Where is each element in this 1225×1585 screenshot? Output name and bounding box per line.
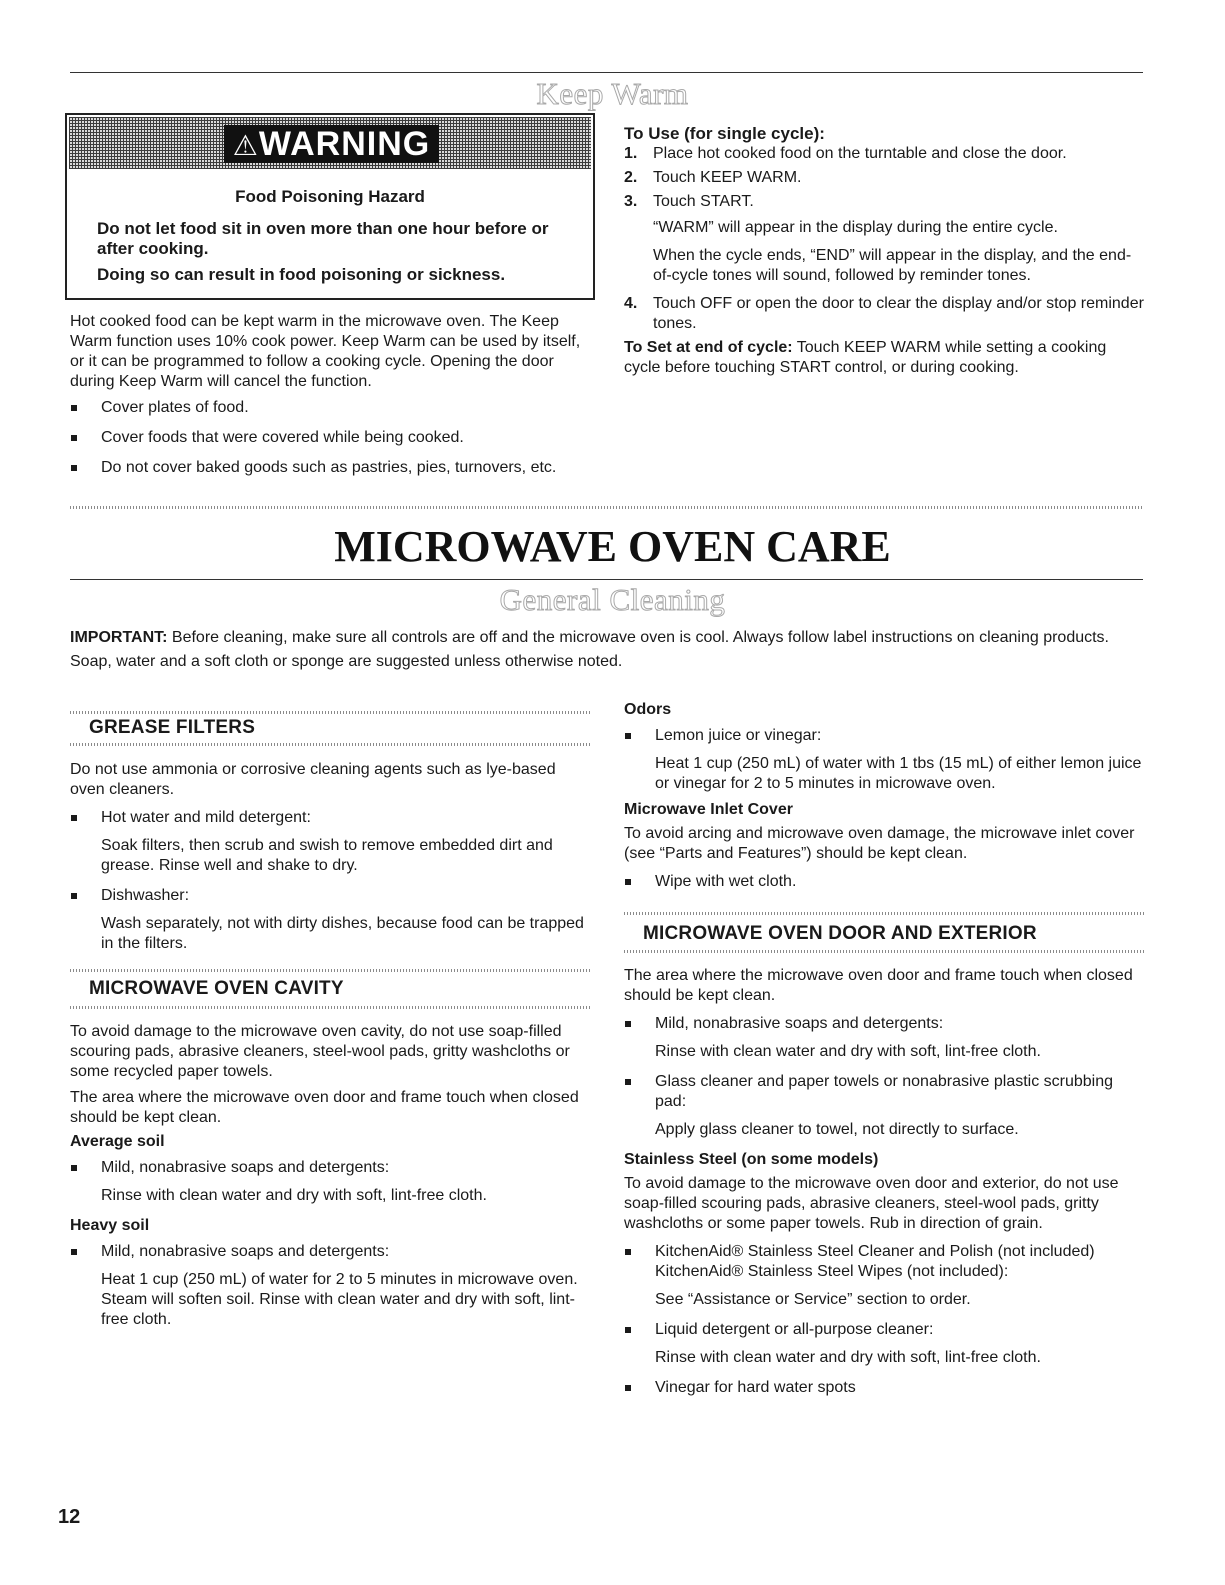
stainless-text: To avoid damage to the microwave oven door and exterior, do not use soap-filled scouring pads, abrasive cleaners, steel-wool pads, gritty washcloths or some paper towels. Rub in direction of grain.: [624, 1175, 1119, 1232]
cavity-heading: MICROWAVE OVEN CAVITY: [89, 978, 344, 999]
step-3: 3. Touch START.: [624, 193, 754, 210]
page-title: MICROWAVE OVEN CARE: [334, 522, 891, 571]
odors-inlet-body: [624, 700, 1144, 902]
list-item: Dishwasher:: [70, 886, 590, 906]
cavity-p2: The area where the microwave oven door and frame touch when closed should be kept clean.: [70, 1089, 579, 1126]
stainless-b1-detail: See “Assistance or Service” section to order.: [655, 1291, 971, 1308]
list-item: Wipe with wet cloth.: [624, 872, 1144, 892]
warning-triangle-icon: ⚠: [232, 130, 259, 161]
list-item: [624, 1242, 1144, 1282]
door-b1-detail: Rinse with clean water and dry with soft, lint-free cloth.: [655, 1043, 1041, 1060]
step-3-note-1: “WARM” will appear in the display during the entire cycle.: [653, 219, 1058, 236]
list-item: Lemon juice or vinegar:: [624, 726, 1144, 746]
list-item: Cover plates of food.: [70, 398, 590, 418]
stainless-wipes-line: KitchenAid® Stainless Steel Wipes (not included):: [655, 1263, 1009, 1280]
grease-b1-detail: Soak filters, then scrub and swish to remove embedded dirt and grease. Rinse well and shake to dry.: [101, 837, 553, 874]
warning-word: WARNING: [258, 125, 431, 163]
top-rule: [70, 72, 1143, 73]
grease-rule-top: [70, 711, 590, 714]
step-1: 1. Place hot cooked food on the turntable and close the door.: [624, 145, 1067, 162]
grease-intro: Do not use ammonia or corrosive cleaning agents such as lye-based oven cleaners.: [70, 761, 556, 798]
step-4: 4. Touch OFF or open the door to clear the display and/or stop reminder tones.: [624, 295, 1144, 332]
inlet-title: Microwave Inlet Cover: [624, 801, 793, 818]
important-note: IMPORTANT: Before cleaning, make sure all controls are off and the microwave oven is cool. Always follow label instructions on cleaning products.: [70, 629, 1109, 646]
list-item: Liquid detergent or all-purpose cleaner:: [624, 1320, 1144, 1340]
keep-warm-left: [70, 312, 590, 488]
list-item: Cover foods that were covered while being cooked.: [70, 428, 590, 448]
list-item: Mild, nonabrasive soaps and detergents:: [70, 1242, 590, 1262]
door-rule-bottom: [624, 950, 1144, 953]
average-soil-detail: Rinse with clean water and dry with soft, lint-free cloth.: [101, 1187, 487, 1204]
door-intro: The area where the microwave oven door and frame touch when closed should be kept clean.: [624, 967, 1133, 1004]
stainless-title: Stainless Steel (on some models): [624, 1151, 879, 1168]
cavity-rule-top: [70, 969, 590, 972]
title-rule: [70, 579, 1143, 580]
step-3-note-2: When the cycle ends, “END” will appear in the display, and the end-of-cycle tones will sound, followed by reminder tones.: [653, 247, 1132, 284]
average-soil-title: Average soil: [70, 1133, 165, 1150]
inlet-text: To avoid arcing and microwave oven damage, the microwave inlet cover (see “Parts and Features”) should be kept clean.: [624, 825, 1135, 862]
door-exterior-heading: MICROWAVE OVEN DOOR AND EXTERIOR: [643, 923, 1037, 944]
keep-warm-right: [624, 124, 1144, 378]
warning-signal: [224, 125, 439, 163]
cavity-rule-bottom: [70, 1006, 590, 1009]
warning-box: [65, 113, 595, 300]
warning-line-1: Do not let food sit in oven more than one hour before or after cooking.: [97, 219, 549, 258]
cavity-body: [70, 1022, 590, 1340]
keep-warm-heading: Keep Warm: [536, 76, 689, 111]
door-exterior-body: [624, 966, 1144, 1408]
list-item: Do not cover baked goods such as pastries, pies, turnovers, etc.: [70, 458, 590, 478]
hazard-title: Food Poisoning Hazard: [235, 187, 425, 206]
section-divider: [70, 506, 1143, 509]
general-intro: [70, 628, 1145, 672]
cavity-p1: To avoid damage to the microwave oven cavity, do not use soap-filled scouring pads, abrasive cleaners, steel-wool pads, gritty washcloths or some recycled paper towels.: [70, 1023, 570, 1080]
odors-title: Odors: [624, 701, 672, 718]
warning-banner: [69, 117, 591, 169]
heavy-soil-detail: Heat 1 cup (250 mL) of water for 2 to 5 minutes in microwave oven. Steam will soften soil. Rinse with clean water and dry with soft, lint-free cloth.: [101, 1271, 578, 1328]
door-rule-top: [624, 912, 1144, 915]
warning-line-2: Doing so can result in food poisoning or sickness.: [97, 265, 506, 284]
to-use-title: To Use (for single cycle):: [624, 124, 825, 143]
list-item: Mild, nonabrasive soaps and detergents:: [70, 1158, 590, 1178]
list-item: Mild, nonabrasive soaps and detergents:: [624, 1014, 1144, 1034]
list-item: Vinegar for hard water spots: [624, 1378, 1144, 1398]
stainless-cleaner-line: KitchenAid® Stainless Steel Cleaner and Polish (not included): [655, 1243, 1095, 1260]
door-b2-detail: Apply glass cleaner to towel, not directly to surface.: [655, 1121, 1019, 1138]
list-item: Glass cleaner and paper towels or nonabrasive plastic scrubbing pad:: [624, 1072, 1144, 1112]
end-cycle-note: To Set at end of cycle: Touch KEEP WARM while setting a cooking cycle before touching START control, or during cooking.: [624, 339, 1107, 376]
grease-filters-heading: GREASE FILTERS: [89, 717, 256, 738]
grease-b2-detail: Wash separately, not with dirty dishes, because food can be trapped in the filters.: [101, 915, 584, 952]
stainless-b2-detail: Rinse with clean water and dry with soft, lint-free cloth.: [655, 1349, 1041, 1366]
grease-filters-body: [70, 760, 590, 964]
odors-detail: Heat 1 cup (250 mL) of water with 1 tbs (15 mL) of either lemon juice or vinegar for 2 to 5 minutes in microwave oven.: [655, 755, 1142, 792]
heavy-soil-title: Heavy soil: [70, 1217, 150, 1234]
general-cleaning-heading: General Cleaning: [499, 582, 726, 617]
keep-warm-intro: Hot cooked food can be kept warm in the microwave oven. The Keep Warm function uses 10% cook power. Keep Warm can be used by itself, or it can be programmed to follow a cooking cycle. Opening the door during Keep Warm will cancel the function.: [70, 313, 581, 390]
soap-note: Soap, water and a soft cloth or sponge are suggested unless otherwise noted.: [70, 653, 623, 670]
list-item: Hot water and mild detergent:: [70, 808, 590, 828]
step-2: 2. Touch KEEP WARM.: [624, 169, 802, 186]
grease-rule-bottom: [70, 743, 590, 746]
page-number: 12: [58, 1506, 81, 1528]
